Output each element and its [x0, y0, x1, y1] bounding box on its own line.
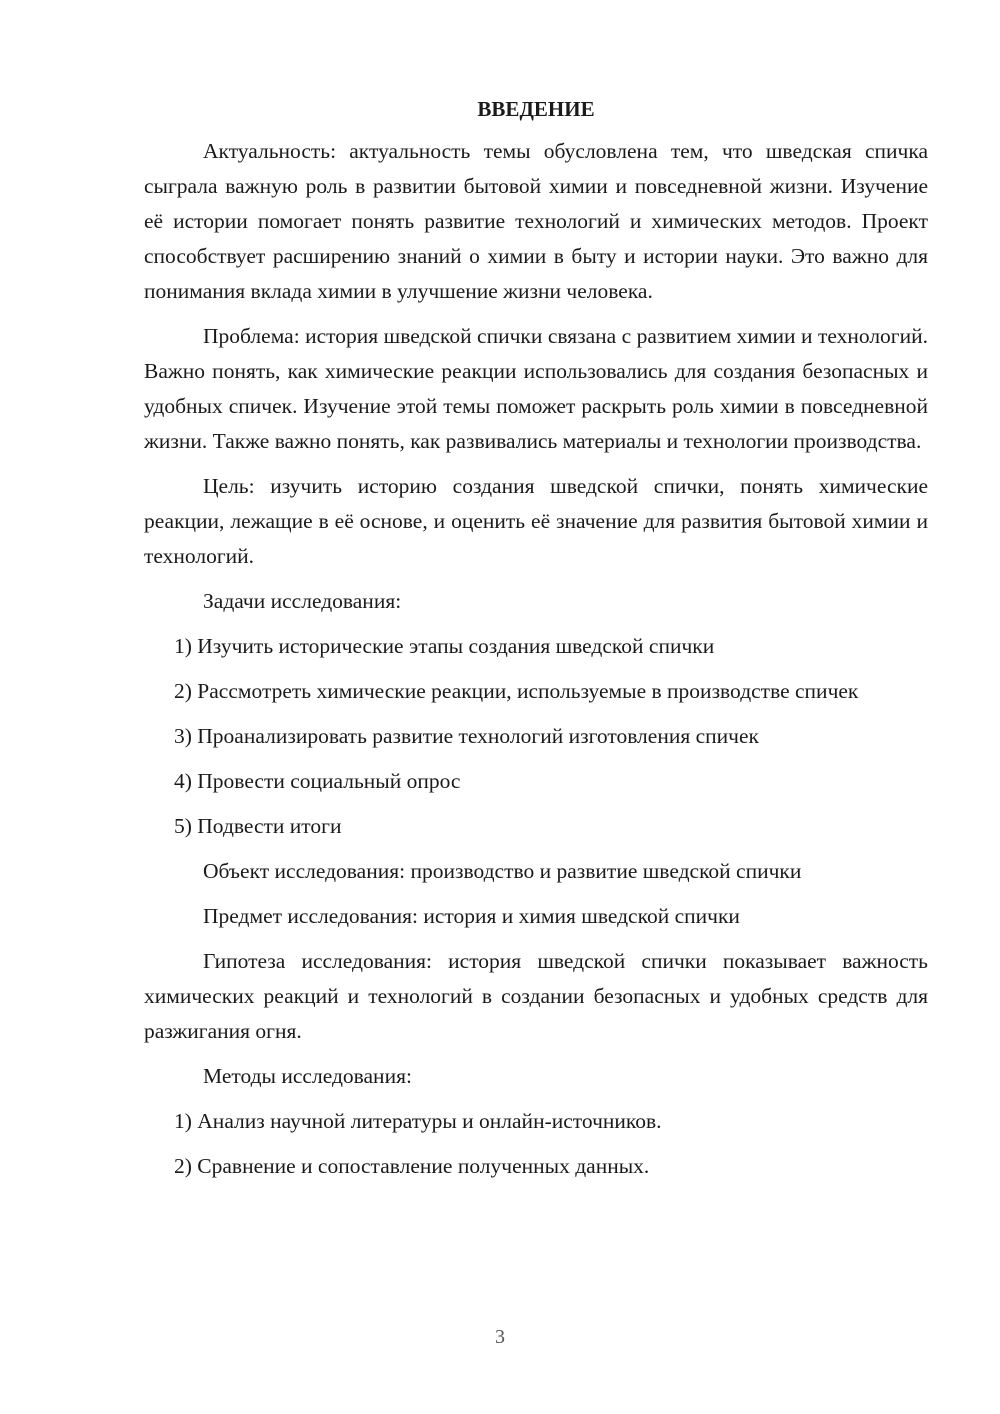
task-item: 4) Провести социальный опрос	[174, 769, 461, 793]
research-object: Объект исследования: производство и развитие шведской спички	[203, 859, 802, 883]
task-item: 1) Изучить исторические этапы создания шведской спички	[174, 634, 715, 658]
paragraph-relevance: Актуальность: актуальность темы обусловлена тем, что шведская спичка сыграла важную роль в развитии бытовой химии и повседневной жизни. Изучение её истории помогает понять развитие технологий и химических методов. Проект способствует расширению знаний о химии в быту и истории науки. Это важно для понимания вклада химии в улучшение жизни человека.	[144, 139, 928, 303]
research-subject: Предмет исследования: история и химия шведской спички	[203, 904, 740, 928]
document-page	[144, 92, 928, 1194]
paragraph-problem: Проблема: история шведской спички связана с развитием химии и технологий. Важно понять, как химические реакции использовались для создания безопасных и удобных спичек. Изучение этой темы поможет раскрыть роль химии в повседневной жизни. Также важно понять, как развивались материалы и технологии производства.	[144, 324, 928, 453]
methods-heading: Методы исследования:	[203, 1064, 412, 1088]
task-item: 2) Рассмотреть химические реакции, используемые в производстве спичек	[174, 679, 859, 703]
paragraph-goal: Цель: изучить историю создания шведской спички, понять химические реакции, лежащие в её основе, и оценить её значение для развития бытовой химии и технологий.	[144, 474, 928, 568]
page-number: 3	[495, 1326, 505, 1348]
tasks-heading: Задачи исследования:	[203, 589, 402, 613]
research-hypothesis: Гипотеза исследования: история шведской спички показывает важность химических реакций и технологий в создании безопасных и удобных средств для разжигания огня.	[144, 949, 928, 1043]
task-item: 3) Проанализировать развитие технологий изготовления спичек	[174, 724, 759, 748]
section-title: ВВЕДЕНИЕ	[477, 97, 595, 121]
method-item: 2) Сравнение и сопоставление полученных данных.	[174, 1154, 650, 1178]
method-item: 1) Анализ научной литературы и онлайн-источников.	[174, 1109, 662, 1133]
task-item: 5) Подвести итоги	[174, 814, 342, 838]
